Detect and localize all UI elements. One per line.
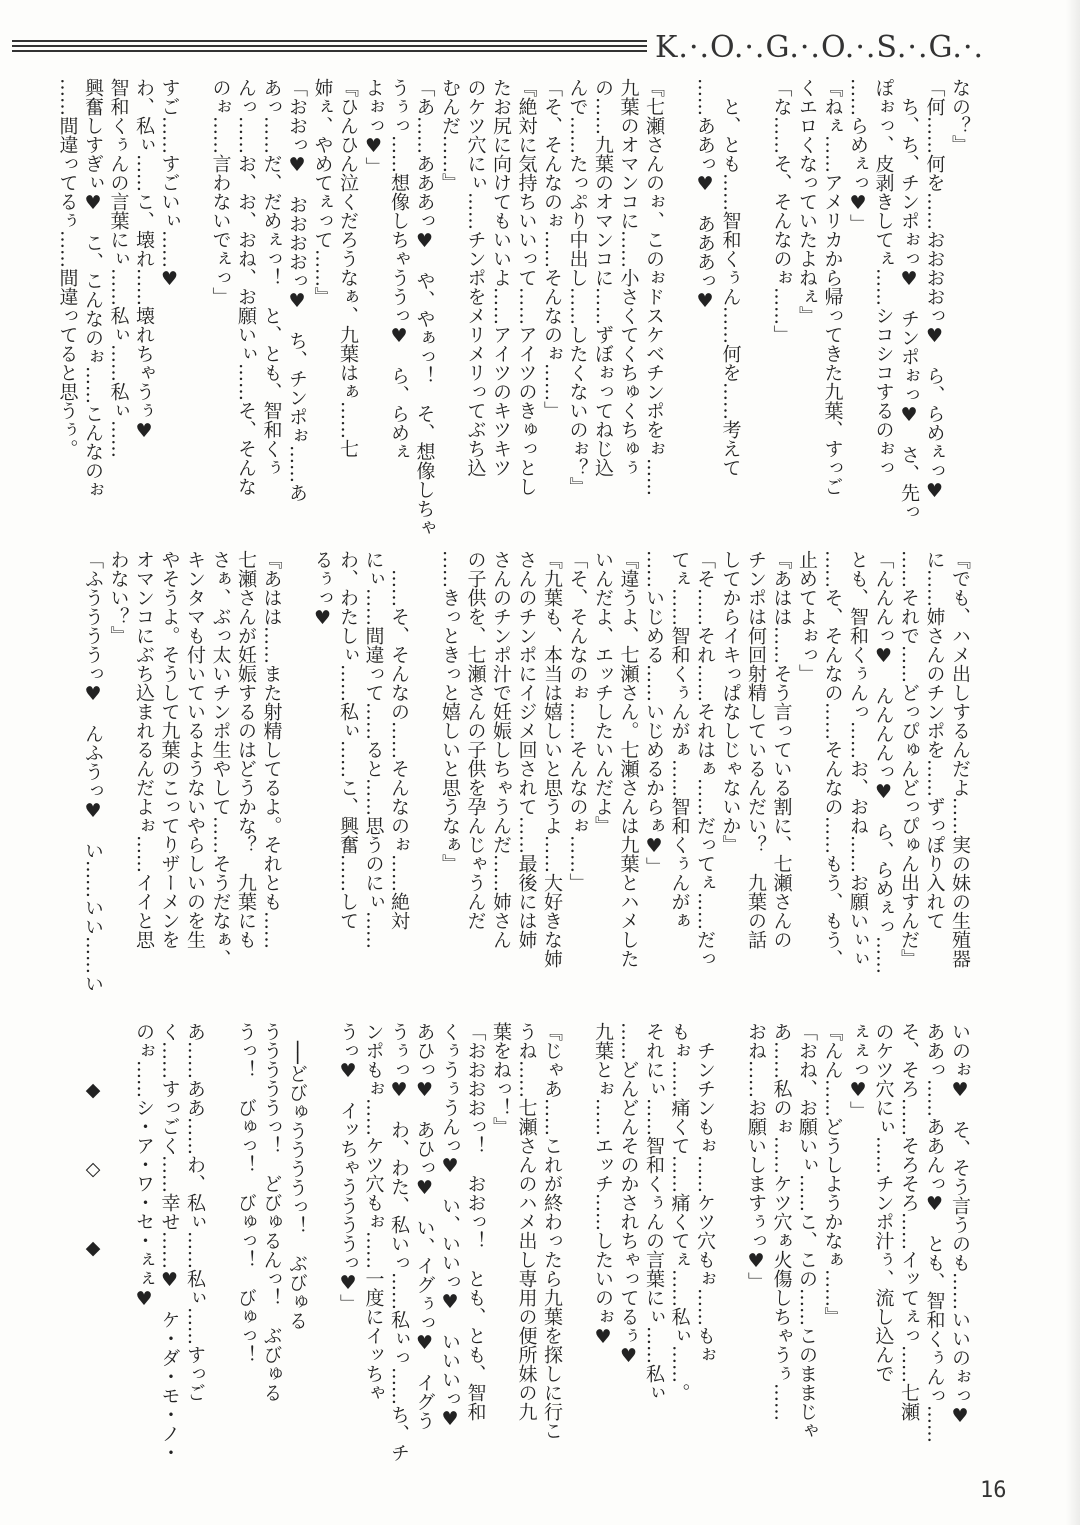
text-column: 「ふううううっ♥ んふうっ♥ い……いい……い xyxy=(82,550,104,993)
text-column: あひっ♥ あひっ♥ い、イグぅっ♥ イグう xyxy=(413,1022,436,1430)
text-column: ──どびゅううううっ！ ぶびゅる xyxy=(286,1022,308,1330)
text-column: の……九葉のオマンコに……ずぼぉってねじ込 xyxy=(592,78,614,477)
text-column: 『んん……どうしようかなぁ……』 xyxy=(821,1022,844,1326)
text-column: あ……ああ……わ、私ぃ……私ぃ……すっご xyxy=(184,1022,206,1402)
text-column: 『ひんひん泣くだろうなぁ、九葉はぁ……七 xyxy=(337,78,359,458)
text-column: 『あはは……そう言っている割に、七瀬さんの xyxy=(770,550,793,949)
text-column: 「な……そ、そんなのぉ……」 xyxy=(770,78,793,344)
scan-edge xyxy=(1066,0,1080,1525)
text-column: 「んんんっ♥ んんんんっ♥ ら、らめぇっ…… xyxy=(872,550,895,974)
text-column: いのぉ♥ そ、そう言うのも……いいのぉっ♥ xyxy=(949,1022,971,1427)
text-column: の子供を、七瀬さんの子供を孕んじゃうんだ xyxy=(464,550,487,930)
text-column: もぉ……痛くて……痛くてぇ……私ぃ……。 xyxy=(668,1022,691,1402)
text-column: キンタマも付いているようないやらしいのを生 xyxy=(184,550,206,949)
text-tier-top xyxy=(54,78,972,540)
text-column: のぉ……シ・ア・ワ・セ・ぇぇ♥ xyxy=(133,1022,155,1310)
text-column: 「あ……あああっ♥ や、やぁっ！ そ、想像しちゃ xyxy=(413,78,436,537)
text-column: ……それで……どっぴゅんどっぴゅん出すんだ』 xyxy=(898,550,920,968)
text-column: たお尻に向けてもいいよ……アイツのキツキツ xyxy=(490,78,512,477)
text-column: 「おおっ♥ おおおおっ♥ ち、チンポぉ……あ xyxy=(286,78,308,502)
text-column: 『でも、ハメ出しするんだよ……実の妹の生殖器 xyxy=(949,550,971,968)
text-column: 興奮しすぎぃ♥ こ、こんなのぉ……こんなのぉ xyxy=(82,78,104,499)
text-column xyxy=(717,1022,743,1466)
text-tier-bottom xyxy=(80,1022,973,1466)
text-column: うぅっ……想像しちゃううっ♥ ら、らめぇ xyxy=(388,78,410,461)
text-column xyxy=(411,550,437,1012)
text-column: んで……たっぷり中出し……したくないのぉ？』 xyxy=(566,78,589,496)
text-column: うぅっ♥ わ、わた、私いっ……私ぃっ……ち、チ xyxy=(388,1022,410,1462)
header-title: K.·.O.·.G.·.O.·.S.·.G.·. xyxy=(655,30,985,65)
text-column: 『ねぇ……アメリカから帰ってきた九葉、すっご xyxy=(821,78,844,496)
text-column: うね……七瀬さんのハメ出し専用の便所妹の九 xyxy=(515,1022,538,1421)
text-column: 止めてよぉっ」 xyxy=(796,550,818,683)
text-column: ぽぉっ、皮剥きしてぇ……シコシコするのぉっ xyxy=(872,78,895,477)
text-column: 七瀬さんが妊娠するのはどうかな？ 九葉にも xyxy=(235,550,257,949)
text-column: うっ♥ イッちゃううううっ♥」 xyxy=(337,1022,359,1313)
text-column: ああっ……ああんっ♥ とも、智和くぅんっ…… xyxy=(923,1022,946,1443)
text-column xyxy=(182,78,208,540)
text-column xyxy=(105,1022,131,1466)
text-column: いんだよ、エッチしたいんだよ』 xyxy=(592,550,614,835)
page-number: 16 xyxy=(980,1478,1007,1503)
text-column: とも、智和くぅんっ……お、おね……お願いぃぃ xyxy=(847,550,869,968)
text-column: むんだ……』 xyxy=(439,78,461,192)
text-column: ……どんどんそのかされちゃってるぅ♥ xyxy=(617,1022,640,1367)
text-column: 姉ぇ、やめてぇって……』 xyxy=(311,78,334,306)
text-column: ……間違ってるぅ……間違ってると思うぅ。 xyxy=(56,78,79,458)
text-column: さんのチンポ汁で妊娠しちゃうんだ……姉さん xyxy=(490,550,512,949)
text-column: なの？』 xyxy=(949,78,971,154)
text-column: ……そ、そんなの……そんなのぉ……絶対 xyxy=(388,550,410,930)
text-column: ぇぇっ♥」 xyxy=(847,1022,869,1120)
text-column: それにぃ……智和くぅんの言葉にぃ……私ぃ xyxy=(643,1022,665,1402)
text-column: ……らめぇっ♥」 xyxy=(847,78,869,233)
text-column: るぅっ♥ xyxy=(311,550,334,629)
text-column: 「そ、そんなのぉ……そんなのぉ……」 xyxy=(566,550,589,892)
text-column: てぇ……智和くぅんがぁ……智和くぅんがぁ xyxy=(668,550,691,930)
text-column: してからイキっぱなしじゃないか』 xyxy=(719,550,742,854)
text-column xyxy=(284,550,310,1012)
text-column xyxy=(207,1022,233,1466)
text-column: のケツ穴にぃ……チンポ汁ぅ、流し込んで xyxy=(872,1022,895,1383)
text-column: あっ……だ、だめぇっ！ と、とも、智和くぅ xyxy=(260,78,283,477)
text-column: チンチンもぉ……ケツ穴もぉ……もぉ xyxy=(694,1022,716,1364)
text-column: くぅうぅうんっ♥ い、いいっ♥ いいいっ♥ xyxy=(439,1022,461,1430)
text-column: 「おおおおっ！ おおっ！ とも、とも、智和 xyxy=(464,1022,487,1421)
text-column: 「何……何を……おおおおっ♥ ら、らめぇっ♥ xyxy=(923,78,946,502)
text-column xyxy=(743,78,769,540)
text-column: ◆ ◇ ◆ xyxy=(82,1022,104,1259)
text-column: 『あはは……また射精してるよ。それとも…… xyxy=(260,550,283,949)
text-column: に……姉さんのチンポを……ずっぽり入れて xyxy=(923,550,946,930)
text-column: 『絶対に気持ちいいって……アイツのきゅっとし xyxy=(515,78,538,496)
text-column: と、とも……智和くぅん……何を……考えて xyxy=(719,78,742,477)
text-column: やそうよ。そうして九葉のこってりザーメンを xyxy=(158,550,181,949)
text-column: ……ああっ♥ あああっ♥ xyxy=(694,78,716,312)
text-column: すご……すごいぃ……♥ xyxy=(158,78,181,290)
text-column: 「そ……それ……それはぁ……だってぇ……だっ xyxy=(694,550,716,968)
text-column: うううううっ！ どびゅるんっ！ ぶびゅる xyxy=(260,1022,283,1402)
text-column: わ、私ぃ……こ、壊れ……壊れちゃうぅ♥ xyxy=(133,78,155,442)
text-column xyxy=(666,78,692,540)
text-column: 「おね、お願いぃ……こ、この……このままじゃ xyxy=(796,1022,818,1440)
text-tier-middle xyxy=(80,550,973,1012)
text-column: 『じゃあ……これが終わったら九葉を探しに行こ xyxy=(541,1022,563,1440)
text-column: 葉をねっ！』 xyxy=(490,1022,512,1136)
text-column: うっ！ びゅっ！ びゅっ！ びゅっ！ xyxy=(235,1022,257,1364)
text-column: 九葉のオマンコに……小さくてくちゅくちゅぅ xyxy=(617,78,640,477)
text-column: 『七瀬さんのぉ、このぉドスケベチンポをぉ…… xyxy=(643,78,665,496)
text-column: チンポは何回射精しているんだい？ 九葉の話 xyxy=(745,550,767,949)
text-column xyxy=(309,1022,335,1466)
text-column: 「そ、そんなのぉ……そんなのぉ……」 xyxy=(541,78,563,420)
text-column: ……きっときっと嬉しいと思うなぁ』 xyxy=(439,550,461,873)
text-column: にぃ……間違って……ると……思うのにぃ…… xyxy=(362,550,385,949)
text-column: く……すっごく……幸せ……♥ ケ・ダ・モ・ノ・ xyxy=(158,1022,181,1462)
text-column: おね……お願いしますぅっ♥」 xyxy=(745,1022,767,1291)
text-column: んっ……お、お、おね、お願いぃ……そ、そんな xyxy=(235,78,257,496)
text-column: オマンコにぶち込まれるんだよぉ……イイと思 xyxy=(133,550,155,949)
text-column: そ、そろ……そろそろ……イッてぇっ……七瀬 xyxy=(898,1022,920,1421)
text-column: くエロくなっていたよねぇ』 xyxy=(796,78,818,325)
text-column: あ……私のぉ……ケツ穴ぁ火傷しちゃうぅ…… xyxy=(770,1022,793,1421)
text-column: わない？』 xyxy=(107,550,130,645)
text-column: のぉ……言わないでぇっ」 xyxy=(209,78,232,306)
text-column: さんのチンポにイジメ回されて……最後には姉 xyxy=(515,550,538,949)
text-column: 九葉とぉ……エッチ……したいのぉ♥ xyxy=(592,1022,614,1348)
text-column: わ、わたしぃ……私ぃ……こ、興奮……して xyxy=(337,550,359,930)
text-column: 『違うよ、七瀬さん。七瀬さんは九葉とハメした xyxy=(617,550,640,968)
text-column: ち、ち、チンポぉっ♥ チンポぉっ♥ さ、先っ xyxy=(898,78,920,521)
header-rule xyxy=(12,40,647,56)
text-column: ……そ、そんなの……そんなの……もう、もう、 xyxy=(821,550,844,968)
text-column: ンポもぉ……ケツ穴もぉ……一度にイッちゃ xyxy=(362,1022,385,1402)
text-column: 『九葉も、本当は嬉しいと思うよ……大好きな姉 xyxy=(541,550,563,968)
text-column xyxy=(564,1022,590,1466)
text-column: さぁ、ぶっ太いチンポ生やして……そうだなぁ、 xyxy=(209,550,232,968)
text-column: のケツ穴にぃ……チンポをメリメリってぶち込 xyxy=(464,78,487,477)
text-column: ……いじめる……いじめるからぁ♥」 xyxy=(643,550,665,876)
text-column: 智和くぅんの言葉にぃ……私ぃ……私ぃ…… xyxy=(107,78,130,458)
text-column: よぉっ♥」 xyxy=(362,78,385,176)
